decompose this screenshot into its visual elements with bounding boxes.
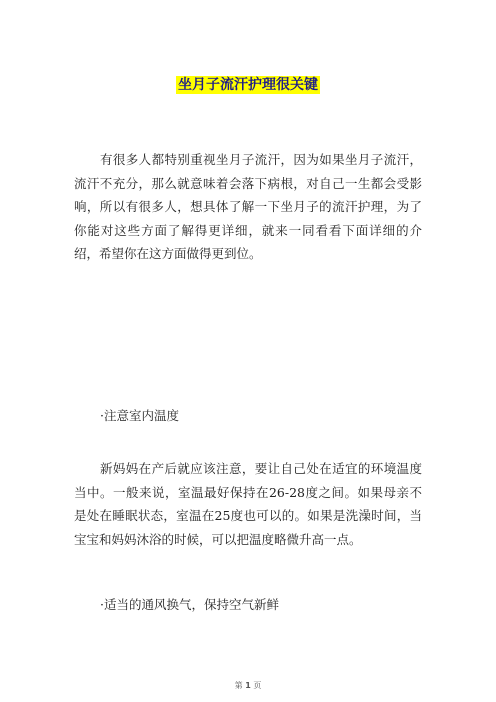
page-footer (0, 680, 496, 691)
footer-suffix: 页 (253, 681, 262, 690)
title-container (0, 74, 496, 94)
section-heading-ventilation: ·适当的通风换气，保持空气新鲜 (100, 597, 279, 612)
intro-paragraph: 有很多人都特别重视坐月子流汗，因为如果坐月子流汗，流汗不充分，那么就意味着会落下病根，对自己一生都会受影响，所以有很多人，想具体了解一下坐月子的流汗护理，为了你能对这些方面了解得更详细，就来一同看看下面详细的介绍，希望你在这方面做得更到位。 (74, 152, 422, 261)
footer-prefix: 第 (234, 681, 243, 690)
section-heading-room-temperature: ·注意室内温度 (100, 408, 179, 423)
section-body-room-temperature: 新妈妈在产后就应该注意，要让自己处在适宜的环境温度当中。一般来说，室温最好保持在26-28度之间。如果母亲不是处在睡眠状态，室温在25度也可以的。如果是洗澡时间，当宝宝和妈妈沐浴的时候，可以把温度略微升高一点。 (74, 461, 422, 547)
page-title: 坐月子流汗护理很关键 (178, 77, 318, 93)
footer-page-number: 1 (245, 681, 251, 690)
